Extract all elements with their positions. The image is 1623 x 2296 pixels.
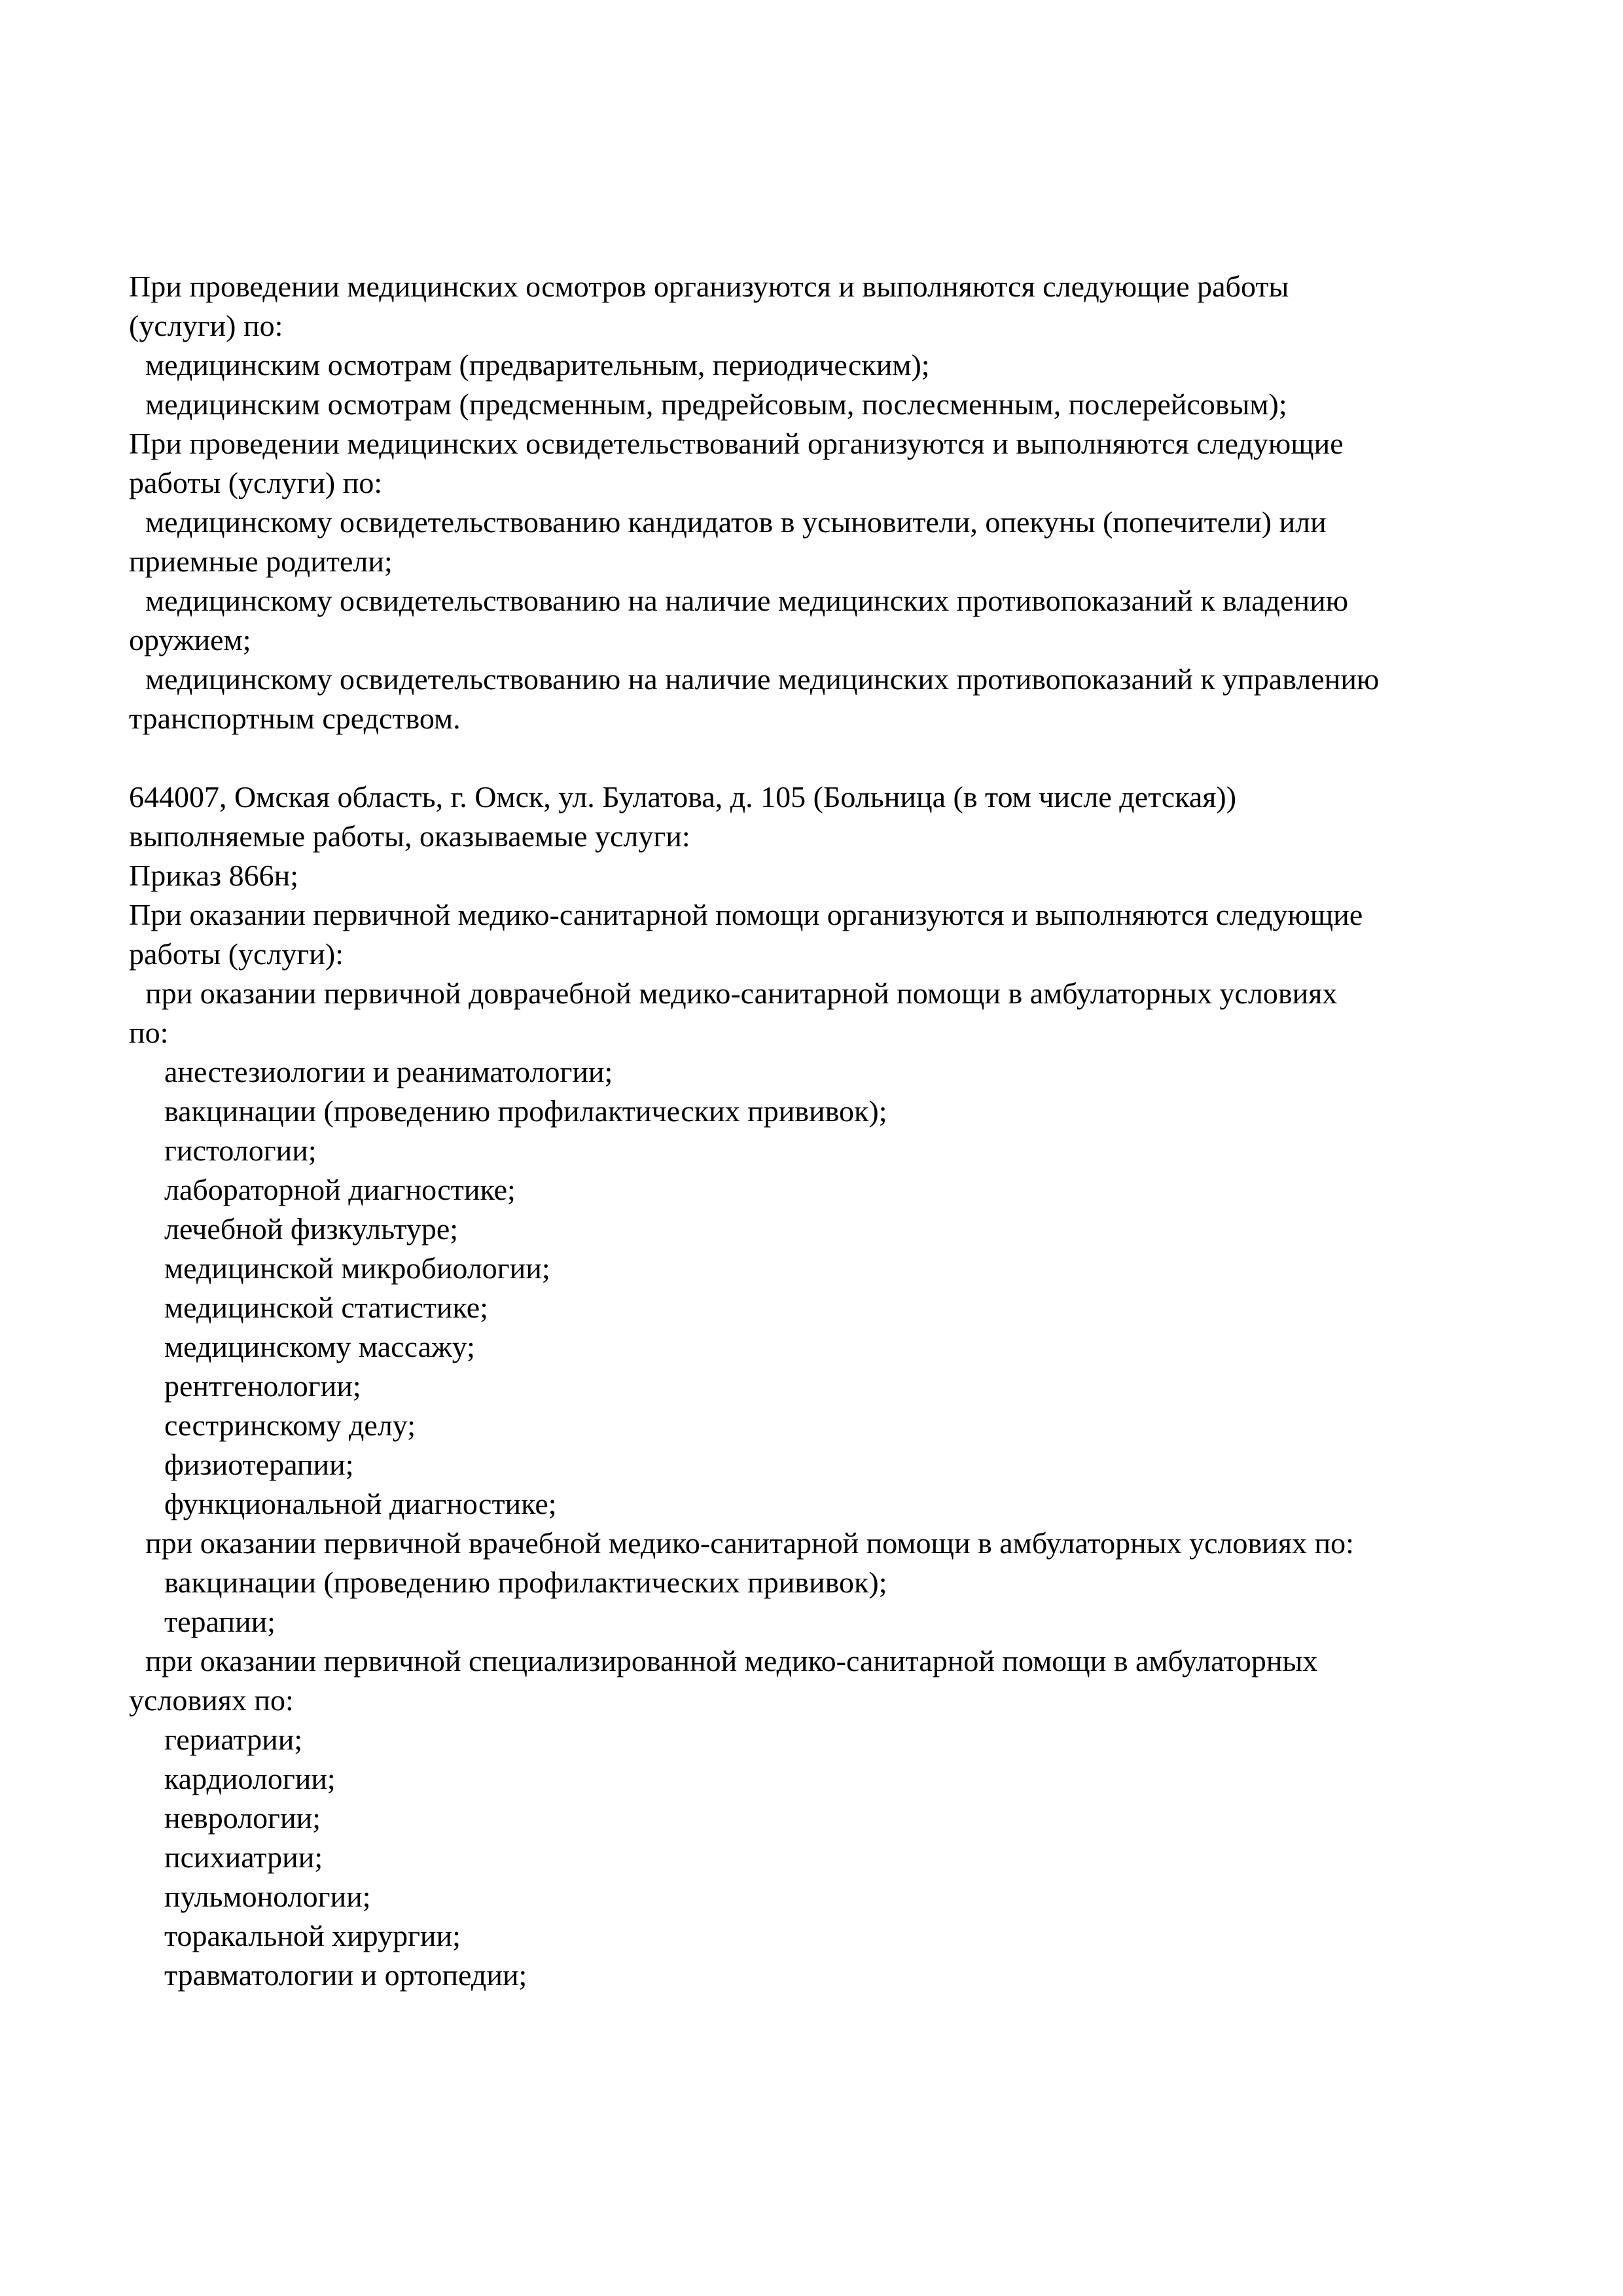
text-line: медицинскому освидетельствованию на наличие медицинских противопоказаний к управлению bbox=[145, 662, 1380, 696]
text-line: условиях по: bbox=[129, 1683, 294, 1717]
text-line: медицинскому освидетельствованию кандидатов в усыновители, опекуны (попечители) или bbox=[145, 505, 1327, 539]
text-line: лабораторной диагностике; bbox=[164, 1173, 516, 1206]
text-line: травматологии и ортопедии; bbox=[164, 1958, 527, 1992]
text-line: гериатрии; bbox=[164, 1723, 303, 1756]
text-line: (услуги) по: bbox=[129, 309, 283, 342]
text-line: кардиологии; bbox=[164, 1762, 336, 1795]
text-line: лечебной физкультуре; bbox=[164, 1212, 459, 1246]
text-line: работы (услуги) по: bbox=[129, 466, 383, 499]
text-line: при оказании первичной доврачебной медико-санитарной помощи в амбулаторных условиях bbox=[145, 977, 1338, 1010]
text-line: торакальной хирургии; bbox=[164, 1919, 461, 1952]
text-line: терапии; bbox=[164, 1605, 276, 1638]
text-line: психиатрии; bbox=[164, 1840, 323, 1874]
text-line: сестринскому делу; bbox=[164, 1408, 416, 1442]
text-line: медицинским осмотрам (предсменным, предрейсовым, послесменным, послерейсовым); bbox=[145, 387, 1287, 421]
text-line: медицинским осмотрам (предварительным, периодическим); bbox=[145, 348, 930, 382]
text-line: медицинской микробиологии; bbox=[164, 1251, 550, 1285]
text-line: пульмонологии; bbox=[164, 1880, 371, 1913]
text-line: рентгенологии; bbox=[164, 1369, 361, 1403]
text-line: при оказании первичной врачебной медико-санитарной помощи в амбулаторных условиях по: bbox=[145, 1526, 1354, 1560]
text-line: при оказании первичной специализированной медико-санитарной помощи в амбулаторных bbox=[145, 1644, 1318, 1677]
text-line: транспортным средством. bbox=[129, 702, 461, 735]
text-line: вакцинации (проведению профилактических прививок); bbox=[164, 1566, 887, 1599]
text-line: вакцинации (проведению профилактических прививок); bbox=[164, 1094, 887, 1128]
text-line: оружием; bbox=[129, 623, 251, 656]
text-line: Приказ 866н; bbox=[129, 859, 298, 892]
blank-line bbox=[129, 738, 1544, 778]
text-line: работы (услуги): bbox=[129, 937, 344, 971]
text-line: неврологии; bbox=[164, 1801, 321, 1835]
text-line: медицинской статистике; bbox=[164, 1291, 488, 1324]
text-line: анестезиологии и реаниматологии; bbox=[164, 1055, 613, 1088]
text-line: функциональной диагностике; bbox=[164, 1487, 557, 1520]
text-line: При проведении медицинских освидетельствований организуются и выполняются следующие bbox=[129, 427, 1344, 460]
text-line: по: bbox=[129, 1016, 169, 1049]
text-line: гистологии; bbox=[164, 1134, 317, 1167]
text-line: При оказании первичной медико-санитарной помощи организуются и выполняются следующие bbox=[129, 898, 1363, 931]
text-line: медицинскому освидетельствованию на наличие медицинских противопоказаний к владению bbox=[145, 584, 1349, 617]
document-text bbox=[129, 267, 1544, 1995]
text-line: физиотерапии; bbox=[164, 1448, 354, 1481]
text-line: выполняемые работы, оказываемые услуги: bbox=[129, 819, 690, 853]
text-line: медицинскому массажу; bbox=[164, 1330, 475, 1363]
text-line: приемные родители; bbox=[129, 545, 393, 578]
text-line: 644007, Омская область, г. Омск, ул. Булатова, д. 105 (Больница (в том числе детская)) bbox=[129, 780, 1237, 814]
text-line: При проведении медицинских осмотров организуются и выполняются следующие работы bbox=[129, 270, 1289, 303]
